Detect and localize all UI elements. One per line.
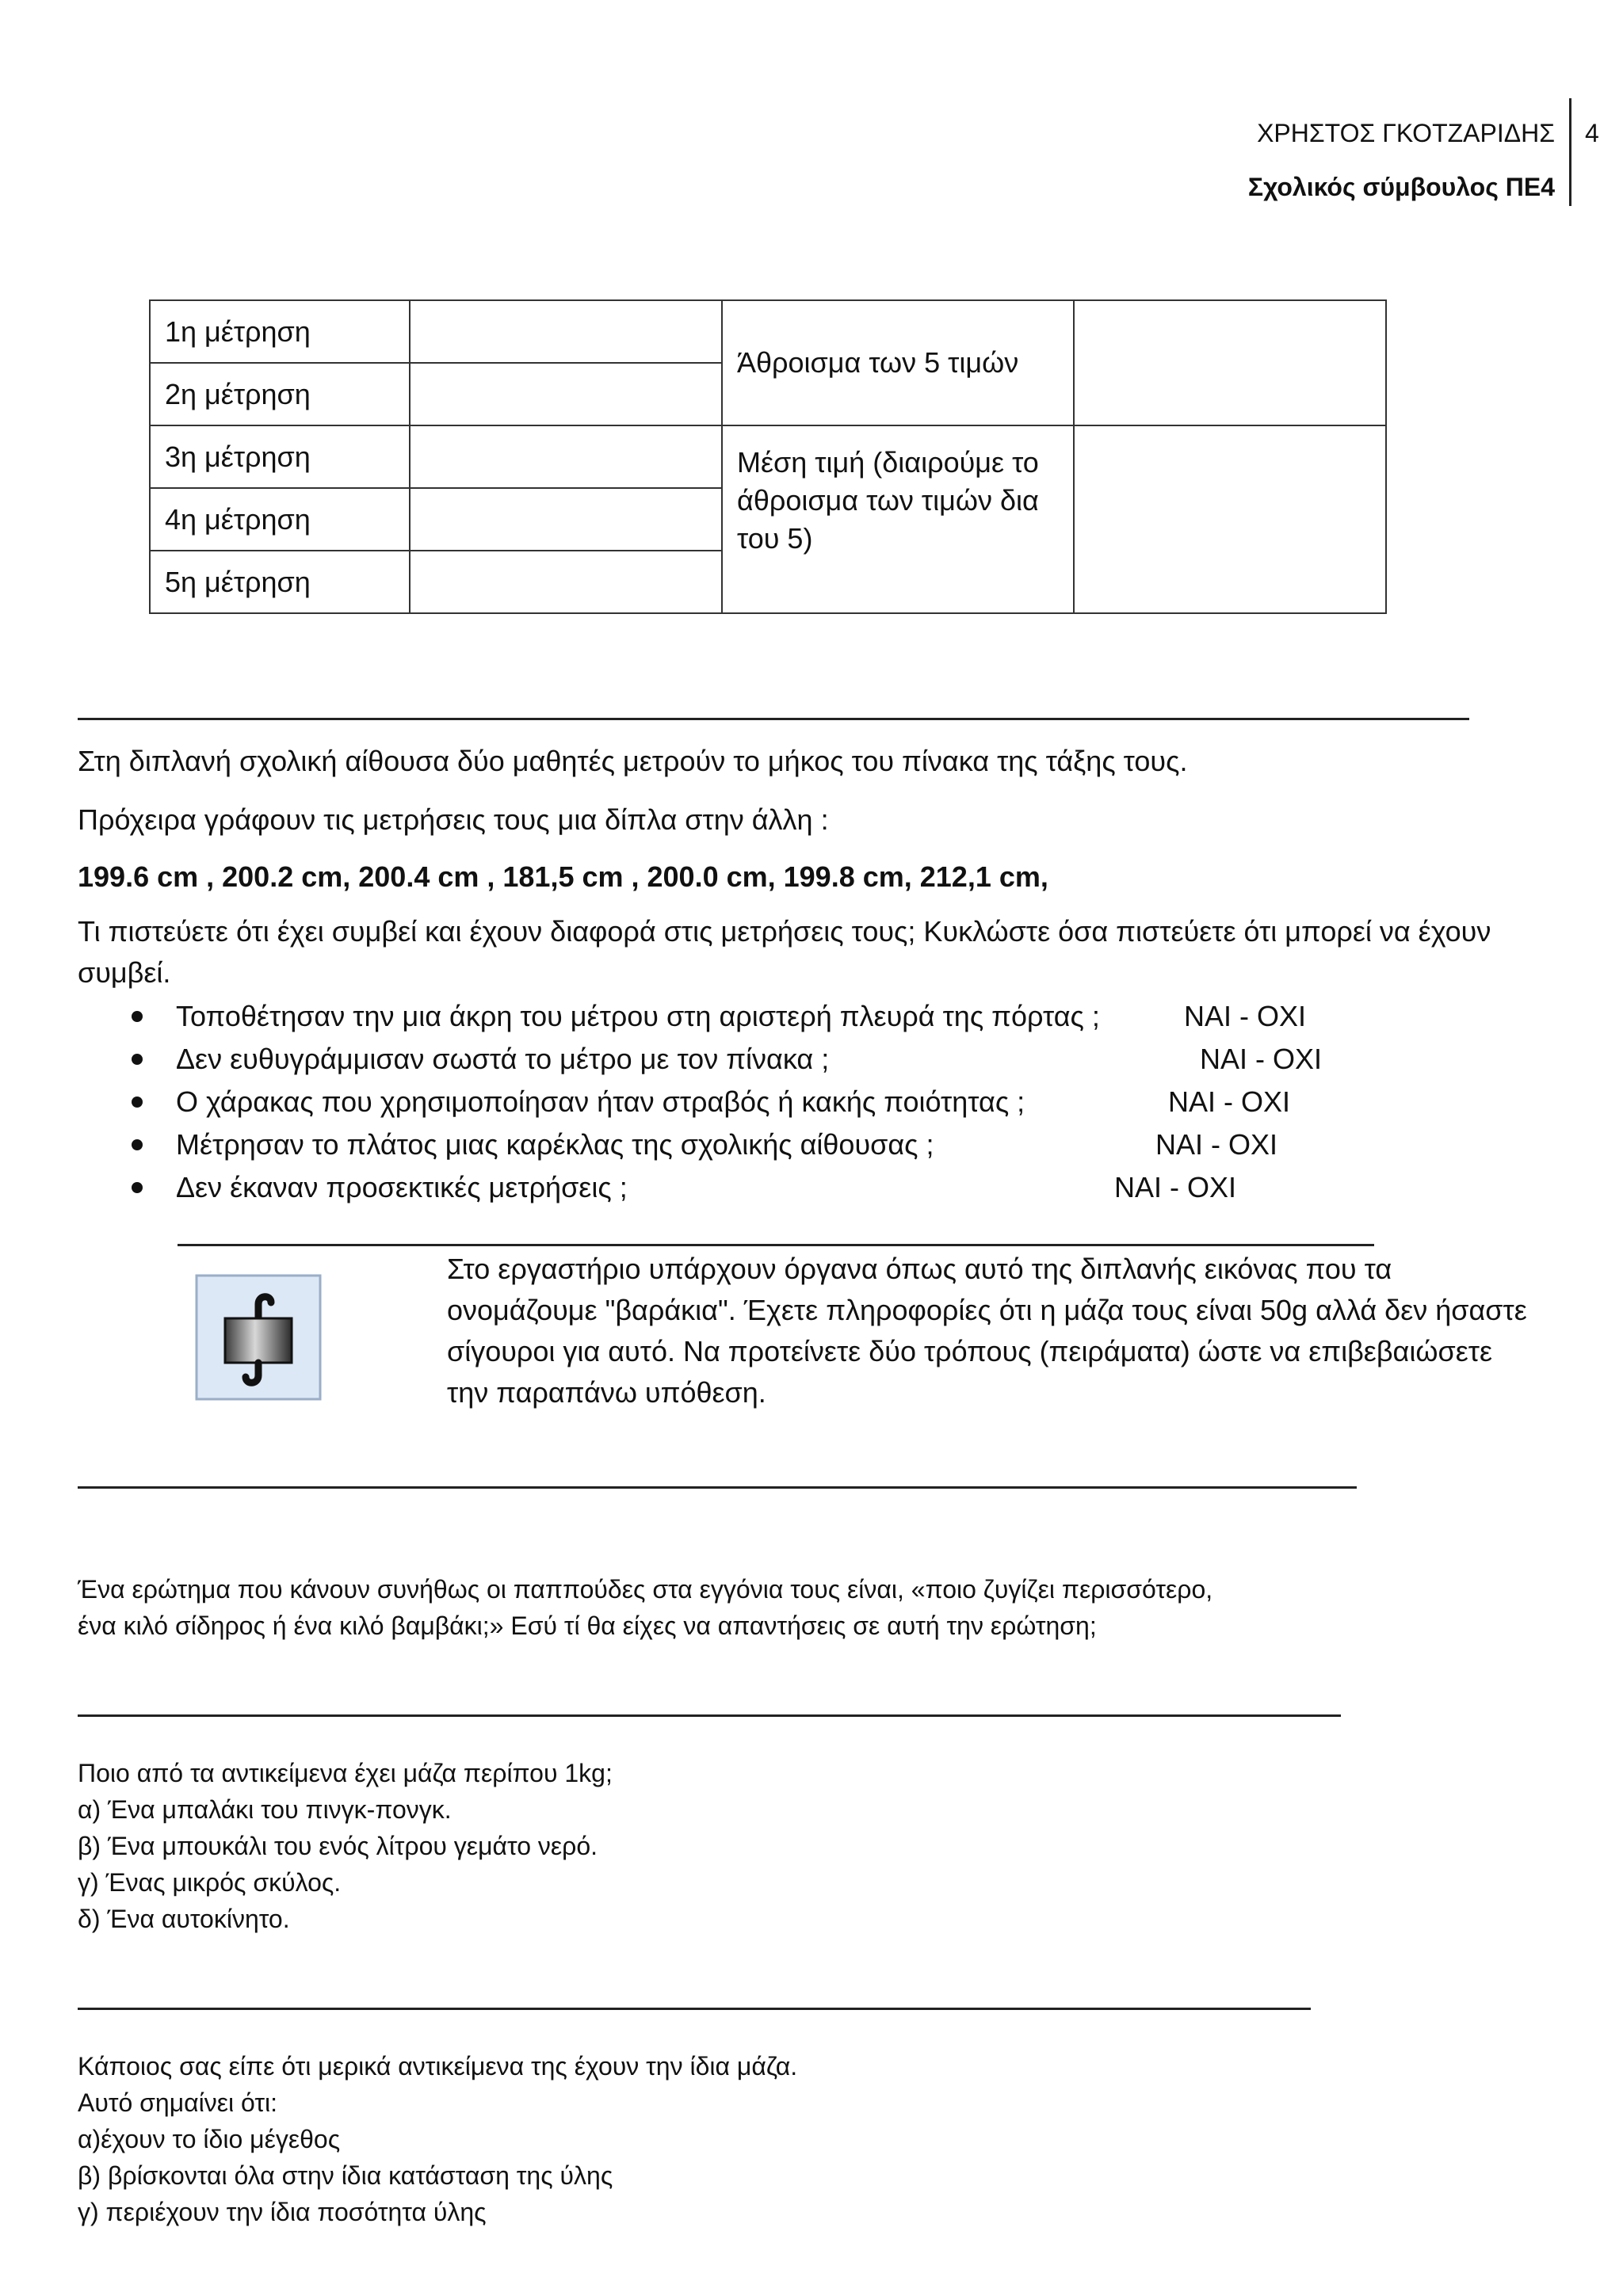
weights-question: Στο εργαστήριο υπάρχουν όργανα όπως αυτό της διπλανής εικόνας που τα ονομάζουμε "βαράκια". Έχετε πληροφορίες ότι η μάζα τους είναι 50g αλλά δεν ήσαστε σίγουροι για αυτό. Να προτείνετε δύο τρόπους (πειράματα) ώστε να επιβεβαιώσετε την παραπάνω υπόθεση.	[447, 1253, 1527, 1409]
mass-option-d: δ) Ένα αυτοκίνητο.	[78, 1905, 290, 1933]
same-mass-intro: Κάποιος σας είπε ότι μερικά αντικείμενα της έχουν την ίδια μάζα.	[78, 2052, 798, 2081]
table-value-3	[410, 425, 722, 488]
header-divider	[1569, 98, 1571, 206]
separator-5	[78, 2008, 1311, 2010]
mean-value	[1074, 425, 1386, 613]
yes-no-answer[interactable]: ΝΑΙ - ΟΧΙ	[1168, 1085, 1291, 1118]
hook-weight-icon	[195, 1274, 322, 1401]
separator-3	[78, 1486, 1357, 1489]
same-mass-option-c: γ) περιέχουν την ίδια ποσότητα ύλης	[78, 2198, 487, 2226]
option-text: Τοποθέτησαν την μια άκρη του μέτρου στη αριστερή πλευρά της πόρτας ;	[176, 1000, 1100, 1032]
separator-4	[78, 1714, 1341, 1717]
table-label-1: 1η μέτρηση	[150, 300, 410, 363]
grandparents-question-2: ένα κιλό σίδηρος ή ένα κιλό βαμβάκι;» Εσύ τί θα είχες να απαντήσεις σε αυτή την ερώτηση;	[78, 1611, 1097, 1640]
grandparents-question-1: Ένα ερώτημα που κάνουν συνήθως οι παππούδες στα εγγόνια τους είναι, «ποιο ζυγίζει περισσότερο,	[78, 1575, 1213, 1604]
table-label-4: 4η μέτρηση	[150, 488, 410, 551]
section1-intro: Στη διπλανή σχολική αίθουσα δύο μαθητές μετρούν το μήκος του πίνακα της τάξης τους.	[78, 745, 1188, 777]
option-text: Δεν έκαναν προσεκτικές μετρήσεις ;	[176, 1171, 628, 1203]
sum-label: Άθροισμα των 5 τιμών	[722, 300, 1074, 425]
option-text: Ο χάρακας που χρησιμοποίησαν ήταν στραβός ή κακής ποιότητας ;	[176, 1085, 1025, 1118]
measurements-list: 199.6 cm , 200.2 cm, 200.4 cm , 181,5 cm , 200.0 cm, 199.8 cm, 212,1 cm,	[78, 860, 1048, 893]
yes-no-answer[interactable]: ΝΑΙ - ΟΧΙ	[1155, 1128, 1278, 1161]
mass-option-b: β) Ένα μπουκάλι του ενός λίτρου γεμάτο νερό.	[78, 1832, 598, 1860]
same-mass-option-a: α)έχουν το ίδιο μέγεθος	[78, 2125, 341, 2153]
separator-1	[78, 718, 1469, 720]
section1-question: Τι πιστεύετε ότι έχει συμβεί και έχουν διαφορά στις μετρήσεις τους; Κυκλώστε όσα πιστεύετε ότι μπορεί να έχουν συμβεί.	[78, 915, 1491, 989]
bullet-icon	[132, 1011, 143, 1022]
yes-no-answer[interactable]: ΝΑΙ - ΟΧΙ	[1114, 1171, 1237, 1203]
table-value-5	[410, 551, 722, 613]
bullet-icon	[132, 1182, 143, 1193]
table-label-2: 2η μέτρηση	[150, 363, 410, 425]
mass-option-c: γ) Ένας μικρός σκύλος.	[78, 1868, 342, 1897]
bullet-icon	[132, 1097, 143, 1108]
sum-value	[1074, 300, 1386, 425]
mass-question: Ποιο από τα αντικείμενα έχει μάζα περίπου 1kg;	[78, 1759, 613, 1787]
table-value-1	[410, 300, 722, 363]
table-value-2	[410, 363, 722, 425]
table-value-4	[410, 488, 722, 551]
mean-label: Μέση τιμή (διαιρούμε το άθροισμα των τιμών δια του 5)	[722, 425, 1074, 613]
mass-option-a: α) Ένα μπαλάκι του πινγκ-πονγκ.	[78, 1795, 452, 1824]
bullet-icon	[132, 1139, 143, 1150]
yes-no-answer[interactable]: ΝΑΙ - ΟΧΙ	[1200, 1043, 1323, 1075]
page-number: 4	[1585, 119, 1599, 147]
section1-line2: Πρόχειρα γράφουν τις μετρήσεις τους μια δίπλα στην άλλη :	[78, 803, 829, 836]
author-name: ΧΡΗΣΤΟΣ ΓΚΟΤΖΑΡΙΔΗΣ	[1257, 119, 1555, 147]
table-label-3: 3η μέτρηση	[150, 425, 410, 488]
yes-no-answer[interactable]: ΝΑΙ - ΟΧΙ	[1184, 1000, 1307, 1032]
option-text: Δεν ευθυγράμμισαν σωστά το μέτρο με τον πίνακα ;	[176, 1043, 830, 1075]
same-mass-line2: Αυτό σημαίνει ότι:	[78, 2088, 278, 2117]
option-text: Μέτρησαν το πλάτος μιας καρέκλας της σχολικής αίθουσας ;	[176, 1128, 934, 1161]
measurements-table	[149, 299, 1387, 614]
bullet-icon	[132, 1054, 143, 1065]
separator-2	[178, 1244, 1374, 1246]
table-label-5: 5η μέτρηση	[150, 551, 410, 613]
same-mass-option-b: β) βρίσκονται όλα στην ίδια κατάσταση της ύλης	[78, 2161, 613, 2190]
author-role: Σχολικός σύμβουλος ΠΕ4	[1247, 173, 1555, 201]
